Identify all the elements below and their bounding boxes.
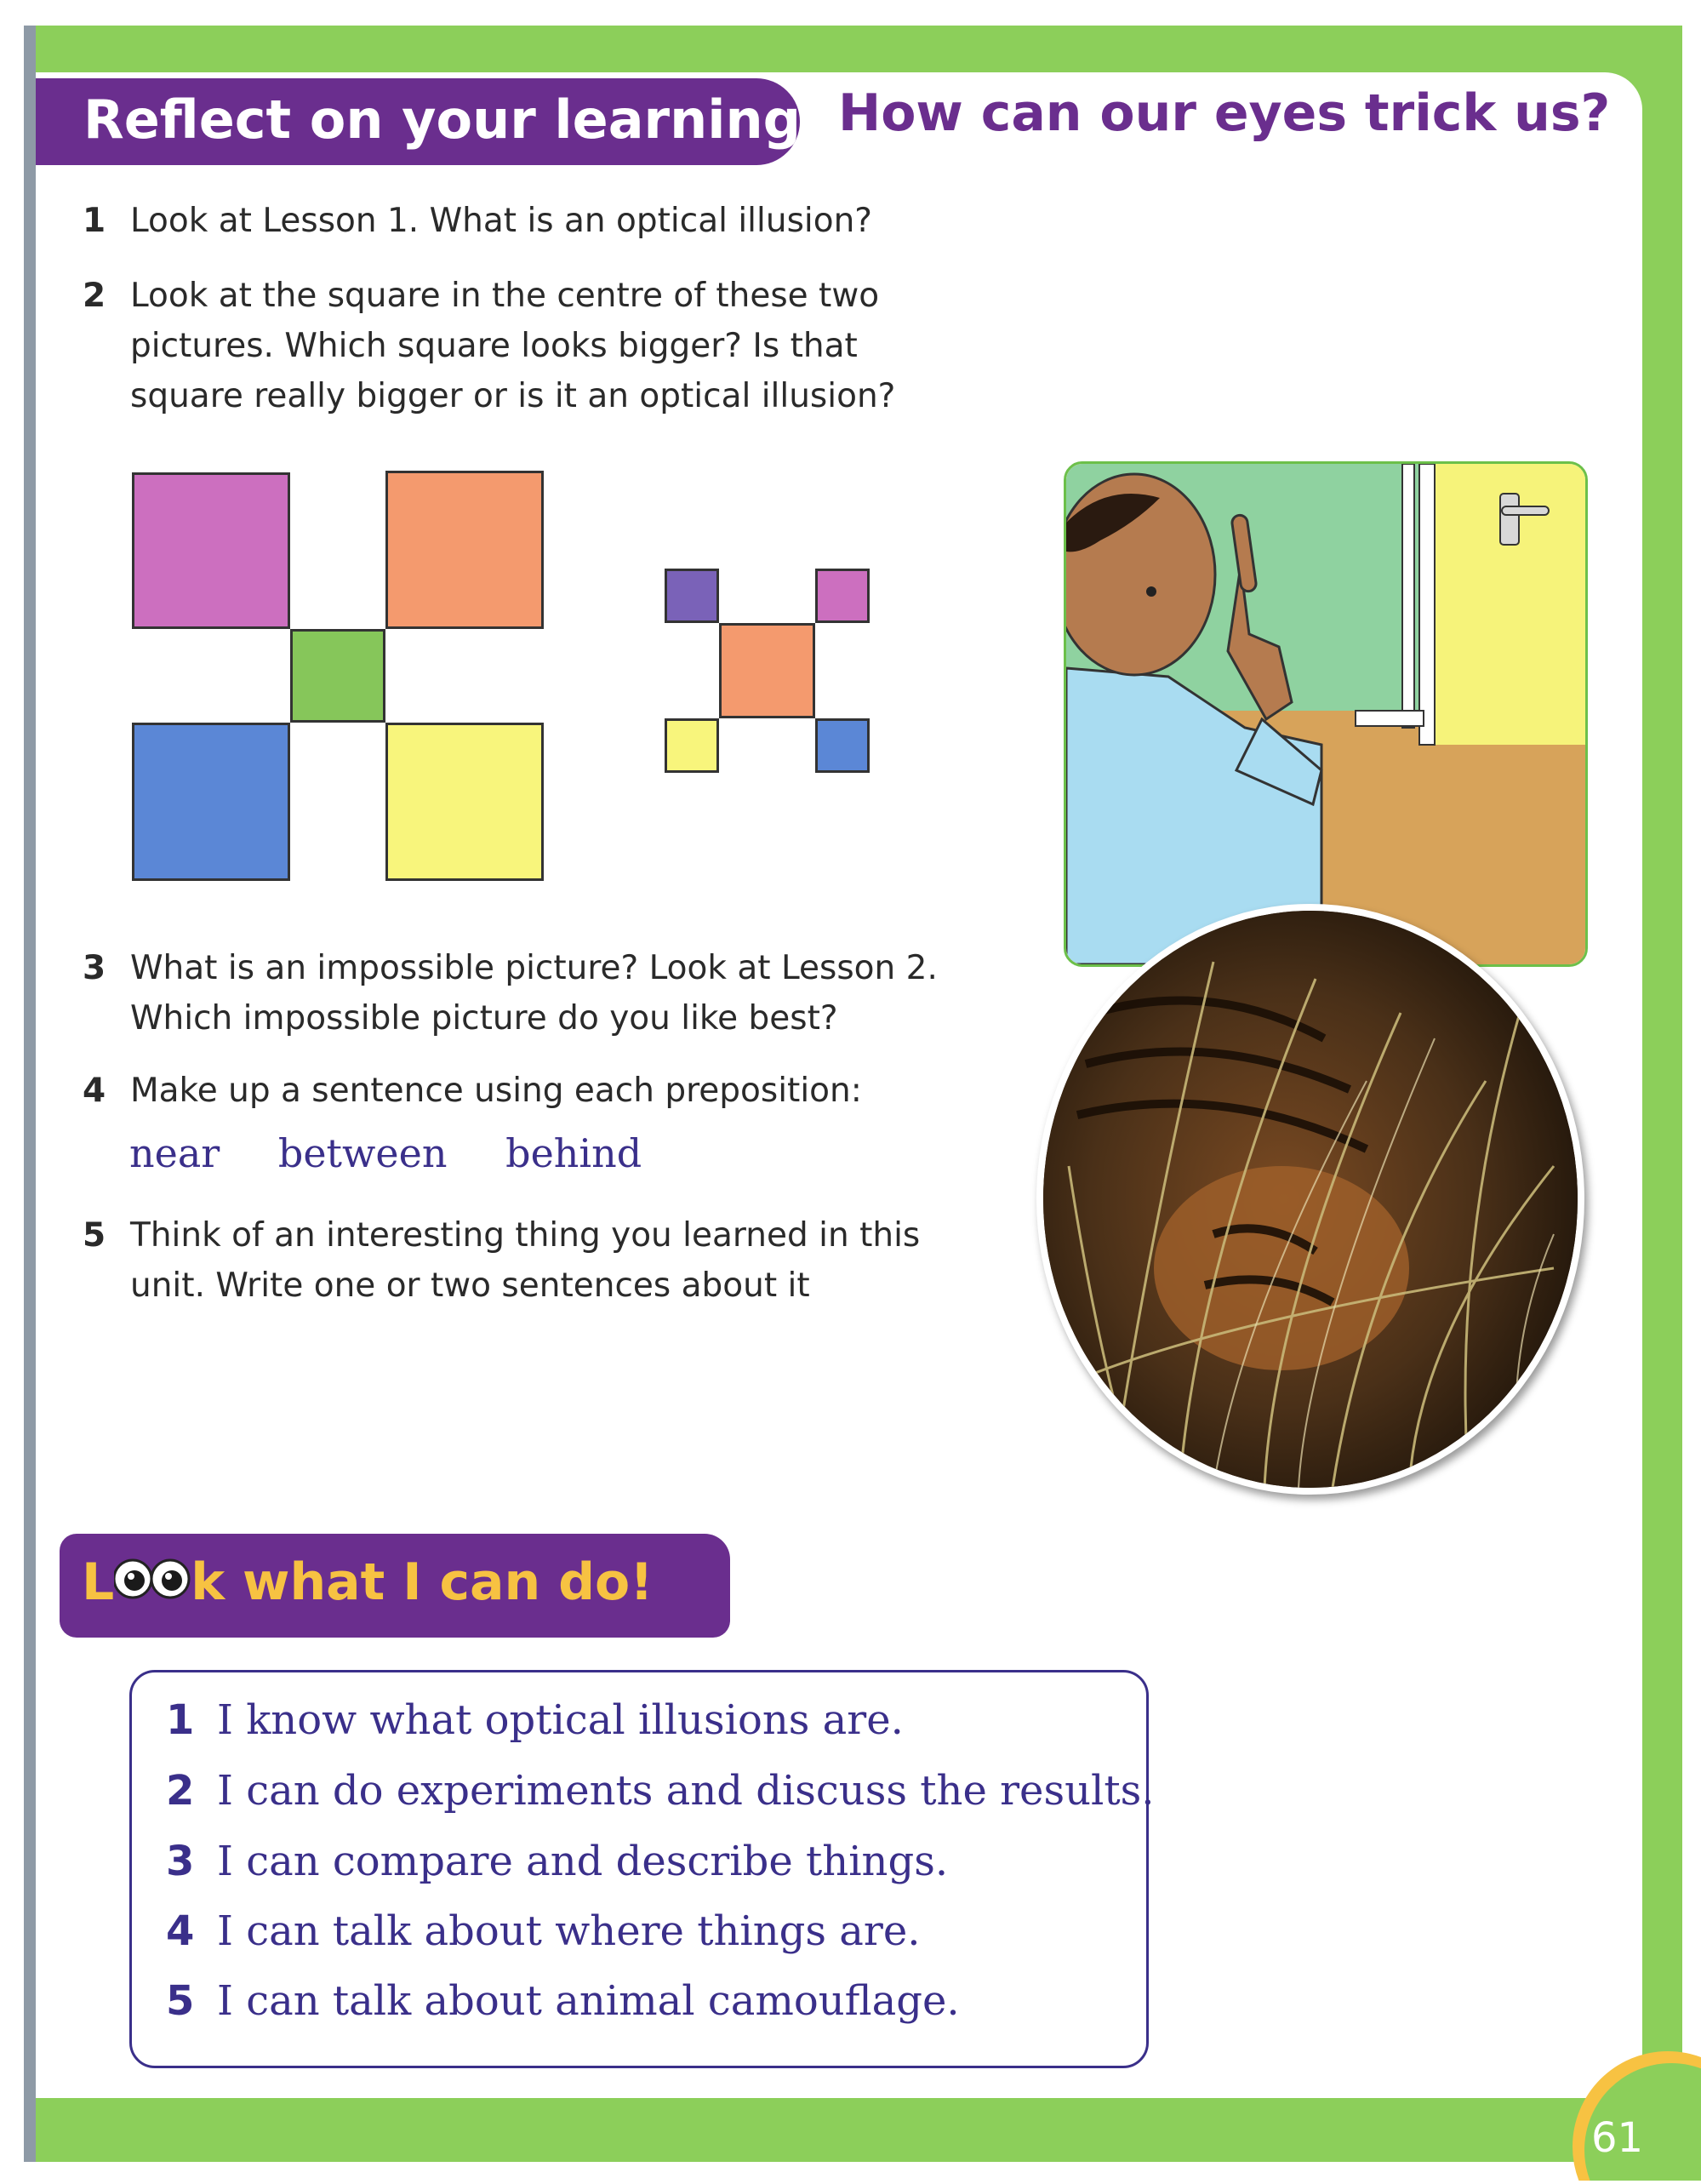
look-banner-title xyxy=(82,1552,654,1615)
question-text: Make up a sentence using each preposition: xyxy=(130,1072,862,1110)
can-do-text: I can compare and describe things. xyxy=(217,1838,949,1885)
boy-window-illustration xyxy=(1064,461,1588,967)
question-text-line-1: Look at the square in the centre of these two xyxy=(130,277,880,315)
preposition-word: between xyxy=(277,1130,448,1176)
can-do-item xyxy=(166,1838,948,1885)
can-do-text: I can do experiments and discuss the results. xyxy=(217,1767,1155,1815)
question-text-line-1: Think of an interesting thing you learned in this xyxy=(130,1216,921,1255)
look-title-end: k what I can do! xyxy=(191,1552,654,1612)
question-text-line-2: pictures. Which square looks bigger? Is that xyxy=(130,327,858,365)
square-yellow-small xyxy=(665,718,719,773)
question-number: 1 xyxy=(83,202,106,240)
can-do-item xyxy=(166,1907,921,1955)
square-blue-large xyxy=(132,723,290,881)
page-title: Reflect on your learning xyxy=(83,89,802,151)
question-number: 5 xyxy=(83,1216,106,1255)
can-do-text: I can talk about where things are. xyxy=(217,1907,921,1955)
question-text-line-2: Which impossible picture do you like best? xyxy=(130,999,838,1038)
tiger-camouflage-photo xyxy=(1036,904,1584,1495)
question-number: 3 xyxy=(83,949,106,987)
question-text: Look at Lesson 1. What is an optical illusion? xyxy=(130,202,872,240)
can-do-text: I can talk about animal camouflage. xyxy=(217,1977,960,2025)
question-4 xyxy=(83,1066,1019,1117)
can-do-number: 3 xyxy=(166,1838,195,1885)
question-3 xyxy=(83,943,1019,1045)
look-title-start: L xyxy=(82,1552,115,1612)
can-do-text: I know what optical illusions are. xyxy=(217,1696,904,1744)
eyes-icon xyxy=(114,1555,191,1615)
square-green-centre xyxy=(290,629,385,723)
can-do-number: 2 xyxy=(166,1767,195,1815)
square-purple-small xyxy=(665,569,719,623)
question-2 xyxy=(83,271,1019,424)
question-number: 4 xyxy=(83,1072,106,1110)
page-number-badge xyxy=(1557,2036,1701,2181)
can-do-item xyxy=(166,1696,904,1744)
left-grey-strip xyxy=(24,26,36,2162)
can-do-item xyxy=(166,1977,960,2025)
can-do-number: 5 xyxy=(166,1977,195,2025)
page-subtitle: How can our eyes trick us? xyxy=(838,83,1611,143)
question-text-line-3: square really bigger or is it an optical illusion? xyxy=(130,377,896,415)
square-pink-small xyxy=(815,569,870,623)
question-number: 2 xyxy=(83,277,106,315)
reflect-banner xyxy=(36,78,800,165)
bottom-green-band xyxy=(36,2109,1682,2162)
square-orange-centre xyxy=(719,623,815,718)
can-do-checklist xyxy=(129,1670,1155,2068)
can-do-number: 1 xyxy=(166,1696,195,1744)
preposition-word: near xyxy=(129,1130,220,1176)
square-blue-small xyxy=(815,718,870,773)
question-1 xyxy=(83,196,1019,247)
look-what-i-can-do-banner xyxy=(60,1534,730,1638)
square-pink-large xyxy=(132,472,290,629)
question-text-line-2: unit. Write one or two sentences about it xyxy=(130,1266,810,1305)
page-number: 61 xyxy=(1591,2114,1644,2162)
question-text-line-1: What is an impossible picture? Look at Lesson 2. xyxy=(130,949,938,987)
can-do-item xyxy=(166,1767,1155,1815)
square-orange-large xyxy=(385,471,544,629)
preposition-word: behind xyxy=(505,1130,642,1176)
can-do-number: 4 xyxy=(166,1907,195,1955)
square-yellow-large xyxy=(385,723,544,881)
preposition-list xyxy=(129,1130,688,1176)
question-5 xyxy=(83,1210,1019,1312)
